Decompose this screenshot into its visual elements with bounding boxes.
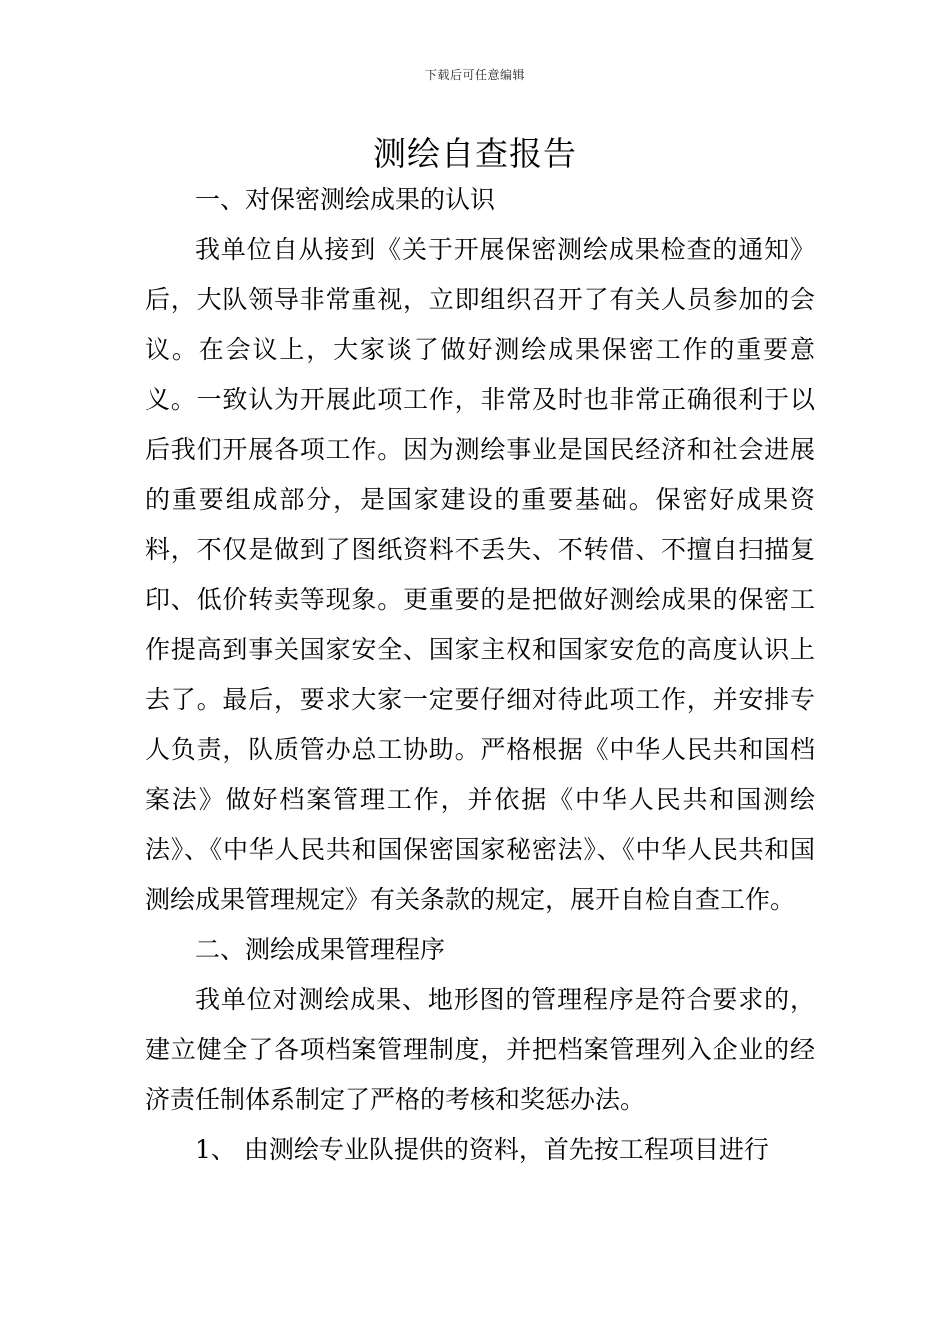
header-note: 下载后可任意编辑 [424, 68, 525, 82]
section-paragraph: 我单位对测绘成果、地形图的管理程序是符合要求的，建立健全了各项档案管理制度，并把档案管理列入企业的经济责任制体系制定了严格的考核和奖惩办法。 [145, 985, 815, 1114]
list-item: 1、 由测绘专业队提供的资料，首先按工程项目进行 [195, 1135, 769, 1164]
section-heading: 二、测绘成果管理程序 [195, 935, 446, 964]
section-heading: 一、对保密测绘成果的认识 [195, 185, 496, 214]
document-title: 测绘自查报告 [373, 134, 577, 173]
section-paragraph: 我单位自从接到《关于开展保密测绘成果检查的通知》后，大队领导非常重视，立即组织召开了有关人员参加的会议。在会议上，大家谈了做好测绘成果保密工作的重要意义。一致认为开展此项工作，非常及时也非常正确很利于以后我们开展各项工作。因为测绘事业是国民经济和社会进展的重要组成部分，是国家建设的重要基础。保密好成果资料，不仅是做到了图纸资料不丢失、不转借、不擅自扫描复印、低价转卖等现象。更重要的是把做好测绘成果的保密工作提高到事关国家安全、国家主权和国家安危的高度认识上去了。最后，要求大家一定要仔细对待此项工作，并安排专人负责，队质管办总工协助。严格根据《中华人民共和国档案法》做好档案管理工作，并依据《中华人民共和国测绘法》、《中华人民共和国保密国家秘密法》、《中华人民共和国测绘成果管理规定》有关条款的规定，展开自检自查工作。 [145, 235, 815, 914]
document-body [145, 175, 815, 1175]
